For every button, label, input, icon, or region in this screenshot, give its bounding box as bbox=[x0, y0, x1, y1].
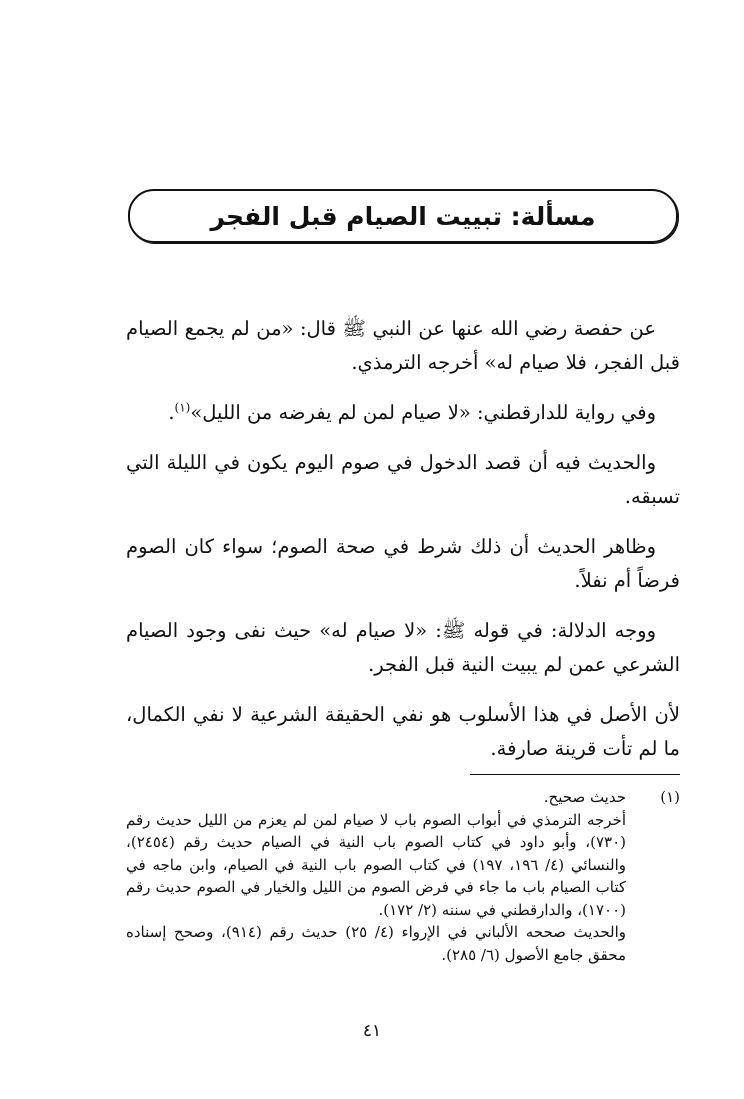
footnote-number: (١) bbox=[660, 788, 680, 806]
main-text bbox=[126, 312, 680, 782]
paragraph-daraqutni-suffix: . bbox=[168, 401, 175, 424]
paragraph-daraqutni-text: وفي رواية للدارقطني: «لا صيام لمن لم يفرضه من الليل» bbox=[190, 401, 656, 424]
paragraph-principle: لأن الأصل في هذا الأسلوب هو نفي الحقيقة الشرعية لا نفي الكمال، ما لم تأت قرينة صارفة. bbox=[126, 703, 680, 760]
footnote-takhrij: أخرجه الترمذي في أبواب الصوم باب لا صيام لمن لم يعزم من الليل حديث رقم (٧٣٠)، وأبو داود في كتاب الصوم باب النية في الصيام حديث رقم (٢٤٥٤)، والنسائي (٤/ ١٩٦، ١٩٧) في كتاب الصوم باب النية في الصيام، وابن ماجه في كتاب الصيام باب ما جاء في فرض الصوم من الليل والخيار في الصوم حديث رقم (١٧٠٠)، والدارقطني في سننه (٢/ ١٧٢). bbox=[126, 810, 626, 919]
paragraph-daraqutni bbox=[126, 396, 680, 430]
footnote-1 bbox=[126, 786, 680, 966]
footnotes bbox=[126, 786, 680, 966]
chapter-title: مسألة: تبييت الصيام قبل الفجر bbox=[210, 202, 596, 231]
footnote-grade: حديث صحيح. bbox=[543, 788, 626, 806]
paragraph-evidence: ووجه الدلالة: في قوله ﷺ: «لا صيام له» حيث نفى وجود الصيام الشرعي عمن لم يبيت النية قبل الفجر. bbox=[126, 619, 680, 676]
chapter-title-box bbox=[128, 189, 678, 243]
paragraph-condition: وظاهر الحديث أن ذلك شرط في صحة الصوم؛ سواء كان الصوم فرضاً أم نفلاً. bbox=[126, 535, 680, 592]
paragraph-intention: والحديث فيه أن قصد الدخول في صوم اليوم يكون في الليلة التي تسبقه. bbox=[126, 451, 680, 508]
paragraph-hadith: عن حفصة رضي الله عنها عن النبي ﷺ قال: «من لم يجمع الصيام قبل الفجر، فلا صيام له» أخرجه الترمذي. bbox=[126, 317, 680, 374]
footnote-body bbox=[126, 786, 626, 966]
footnote-authentication: والحديث صححه الألباني في الإرواء (٤/ ٢٥) حديث رقم (٩١٤)، وصحح إسناده محقق جامع الأصول (٦/ ٢٨٥). bbox=[126, 923, 626, 964]
page-number: ٤١ bbox=[362, 1021, 382, 1041]
footnote-separator bbox=[470, 774, 680, 775]
footnote-reference[interactable]: (١) bbox=[174, 400, 191, 415]
